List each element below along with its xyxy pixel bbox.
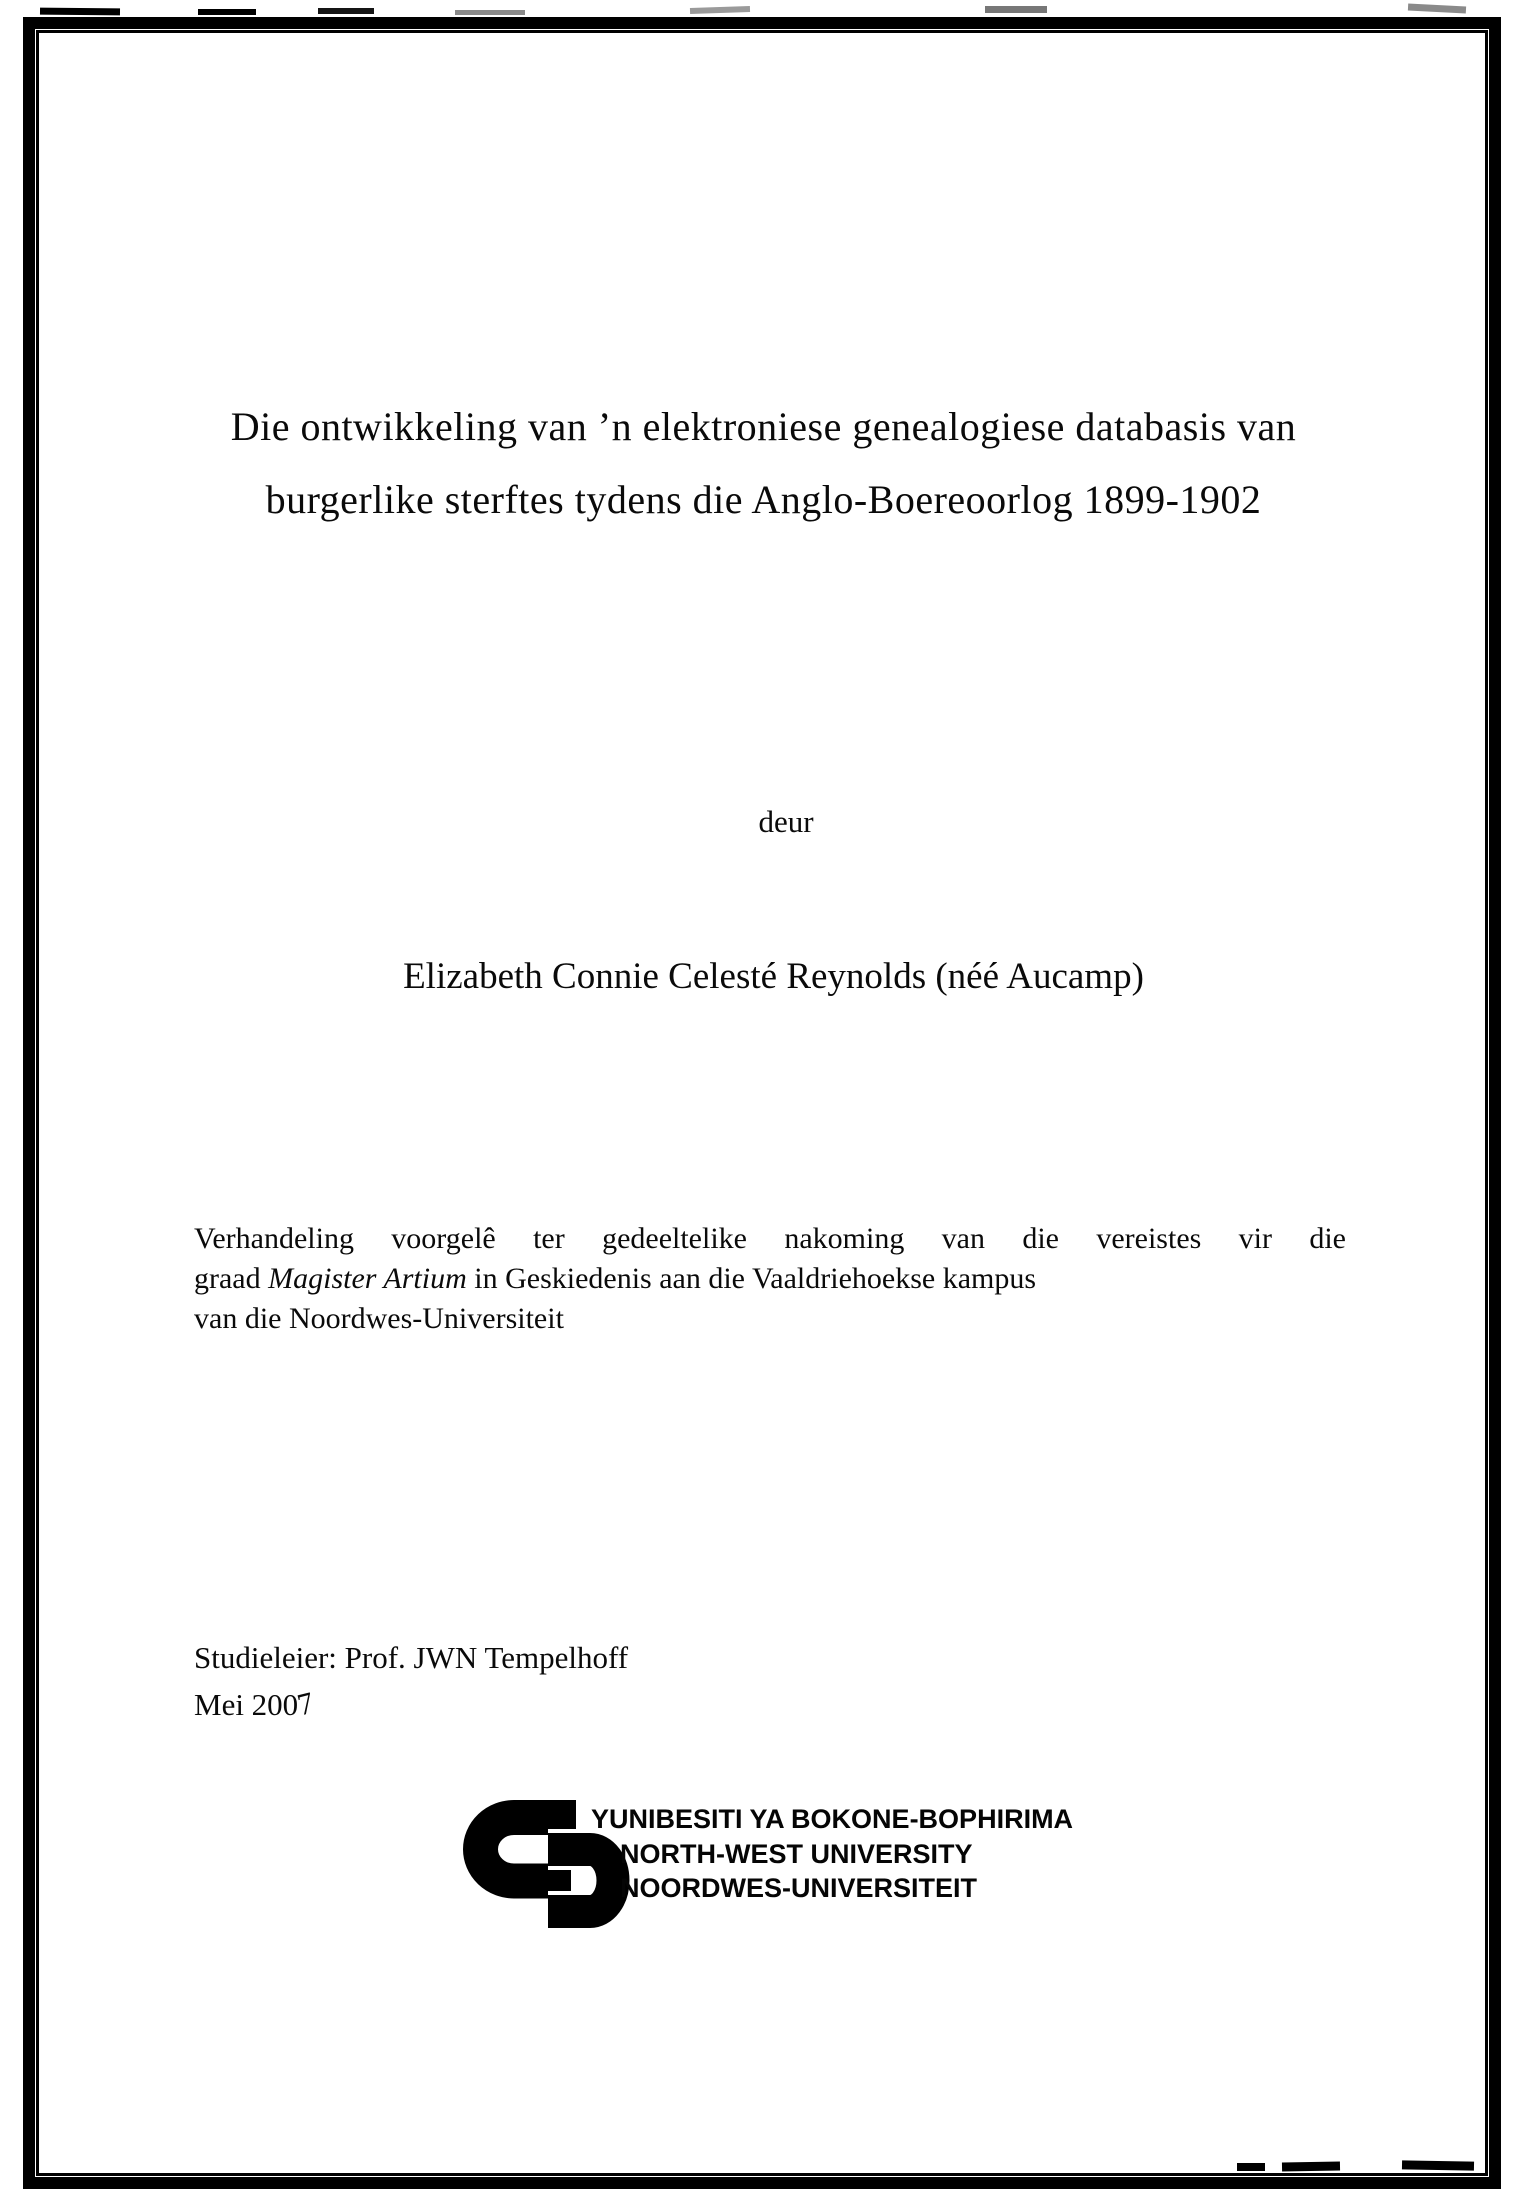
nwu-logo-wordmark xyxy=(591,1802,1073,1906)
degree-declaration xyxy=(194,1219,1346,1339)
logo-line-afrikaans: NOORDWES-UNIVERSITEIT xyxy=(620,1873,978,1903)
thesis-title xyxy=(90,390,1437,536)
date-line xyxy=(194,1681,628,1728)
thesis-title-line1: Die ontwikkeling van ’n elektroniese genealogiese databasis van xyxy=(230,404,1297,449)
declaration-line2-suffix: in Geskiedenis aan die Vaaldriehoekse kampus xyxy=(466,1262,1037,1295)
thesis-title-line2: burgerlike sterftes tydens die Anglo-Boereoorlog 1899-1902 xyxy=(265,477,1262,522)
scan-artifact xyxy=(318,8,374,14)
byline: deur xyxy=(758,804,814,839)
logo-line-english: NORTH-WEST UNIVERSITY xyxy=(620,1838,973,1869)
declaration-line2 xyxy=(194,1259,1346,1299)
logo-line-setswana: YUNIBESITI YA BOKONE-BOPHIRIMA xyxy=(591,1804,1074,1834)
declaration-line2-prefix: graad xyxy=(194,1262,269,1295)
supervisor-line: Studieleier: Prof. JWN Tempelhoff xyxy=(194,1640,629,1675)
supervisor-block xyxy=(194,1634,628,1728)
declaration-line1: Verhandeling voorgelê ter gedeeltelike nakoming van die vereistes vir die xyxy=(194,1222,1346,1255)
scan-artifact xyxy=(690,6,750,14)
degree-name: Magister Artium xyxy=(268,1262,467,1295)
scan-artifact xyxy=(40,8,120,16)
date-prefix: Mei 200 xyxy=(194,1687,299,1722)
scan-artifact xyxy=(198,9,256,15)
declaration-line3: van die Noordwes-Universiteit xyxy=(194,1302,564,1335)
date-last-digit: 7 xyxy=(293,1684,318,1723)
scan-artifact xyxy=(1408,3,1466,13)
scan-artifact xyxy=(455,10,525,15)
scan-artifact xyxy=(985,6,1047,13)
author-name: Elizabeth Connie Celesté Reynolds (néé Aucamp) xyxy=(403,956,1144,997)
